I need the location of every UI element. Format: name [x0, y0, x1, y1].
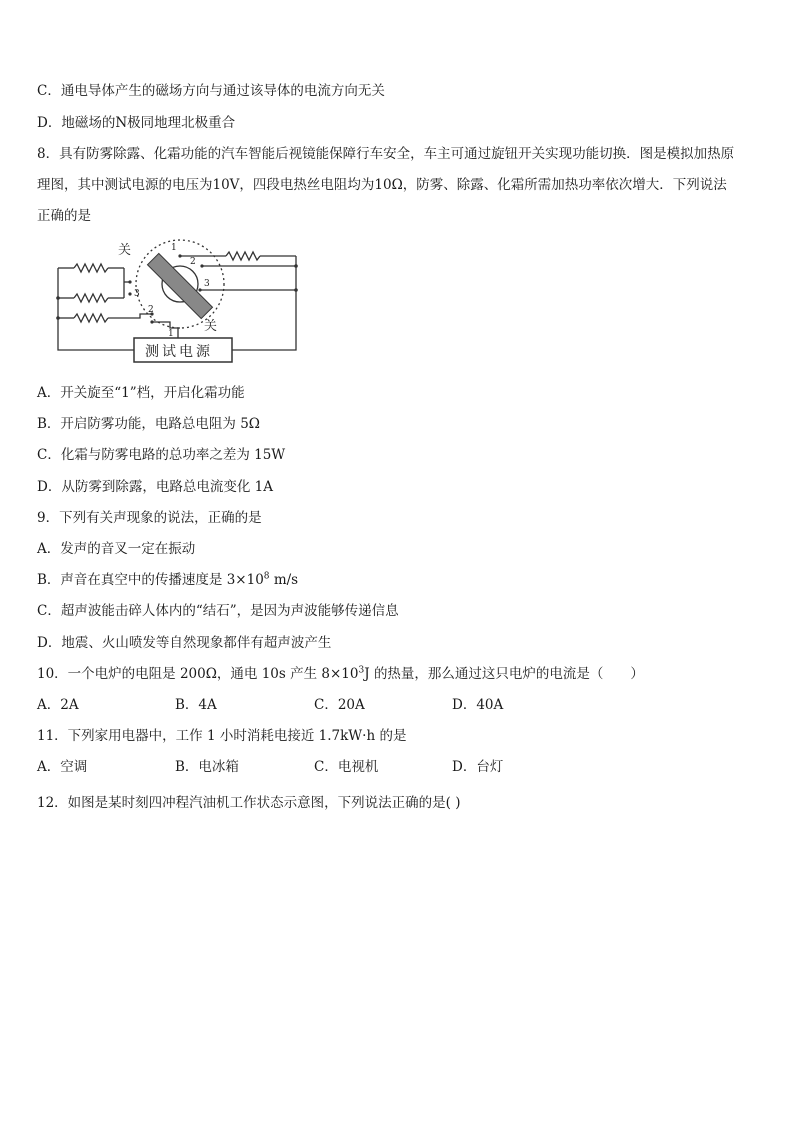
resistor-1: [74, 264, 108, 272]
contact-label-3: 3: [204, 279, 210, 289]
heating-circuit-diagram: [50, 238, 310, 370]
q10-stem: 10．一个电炉的电阻是 200Ω，通电 10s 产生 $8\times 10^3J$ 的热量，那么通过这只电炉的电流是（ ）: [37, 665, 644, 682]
q8-option-c: C．化霜与防雾电路的总功率之差为 15W: [37, 447, 286, 463]
switch-label-off-bottom: 关: [204, 319, 218, 334]
q9-option-b: B．声音在真空中的传播速度是 $3\times 10^8$ m/s: [37, 571, 299, 588]
q11-option-c: C．电视机: [314, 759, 379, 775]
q9-stem: 9．下列有关声现象的说法，正确的是: [37, 510, 262, 526]
q11-option-d: D．台灯: [452, 759, 504, 775]
q8-option-d: D．从防雾到除露，电路总电流变化 1A: [37, 479, 273, 495]
resistor-4: [226, 252, 260, 260]
contact-label-1-bottom: 1: [168, 329, 174, 339]
q8-stem-line-1: 8．具有防雾除露、化霜功能的汽车智能后视镜能保障行车安全，车主可通过旋钮开关实现功能切换．图是模拟加热原: [37, 146, 735, 162]
q10-option-a: A．2A: [37, 697, 79, 713]
q8-stem-line-3: 正确的是: [37, 208, 91, 224]
q8-option-a: A．开关旋至“1”档，开启化霜功能: [37, 385, 245, 401]
q10-option-d: D．40A: [452, 697, 504, 713]
q12-stem: 12．如图是某时刻四冲程汽油机工作状态示意图，下列说法正确的是( ): [37, 795, 461, 811]
rotary-knob: [147, 253, 212, 318]
contact-label-2: 2: [190, 257, 196, 267]
q9-option-d: D．地震、火山喷发等自然现象都伴有超声波产生: [37, 635, 332, 651]
power-source-label: 测试电源: [145, 344, 213, 360]
q10-option-b: B．4A: [175, 697, 217, 713]
q8-stem-line-2: 理图，其中测试电源的电压为10V，四段电热丝电阻均为10Ω，防雾、除露、化霜所需加热功率依次增大．下列说法: [37, 177, 727, 193]
contact-label-3-left: 3: [134, 289, 140, 299]
switch-label-off-top: 关: [118, 243, 132, 258]
q11-stem: 11．下列家用电器中，工作 1 小时消耗电接近 1.7kW·h 的是: [37, 728, 407, 744]
q11-option-a: A．空调: [37, 759, 88, 775]
contact-label-2-left: 2: [148, 305, 154, 315]
resistor-2: [74, 294, 108, 302]
q9-option-a: A．发声的音叉一定在振动: [37, 541, 196, 557]
q8-option-b: B．开启防雾功能，电路总电阻为 5Ω: [37, 416, 260, 432]
q10-option-c: C．20A: [314, 697, 365, 713]
contact-label-1: 1: [171, 243, 177, 253]
q9-option-c: C．超声波能击碎人体内的“结石”，是因为声波能够传递信息: [37, 603, 399, 619]
resistor-3: [74, 314, 108, 322]
q11-option-b: B．电冰箱: [175, 759, 239, 775]
q7-option-c: C．通电导体产生的磁场方向与通过该导体的电流方向无关: [37, 83, 385, 99]
q7-option-d: D．地磁场的N极同地理北极重合: [37, 115, 236, 131]
